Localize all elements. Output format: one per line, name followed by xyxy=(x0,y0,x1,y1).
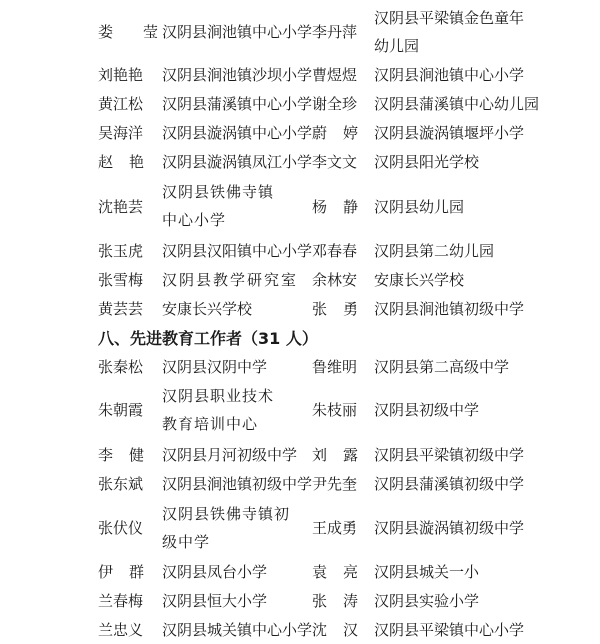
person-name: 李丹萍 xyxy=(312,23,358,41)
school-name: 汉阴县第二高级中学 xyxy=(374,358,510,376)
school-name: 汉阴县平梁镇金色童年幼儿园 xyxy=(374,9,525,55)
school-name: 汉阴县城关镇中心小学 xyxy=(162,621,313,639)
person-name: 李文文 xyxy=(312,153,358,171)
person-name: 张伏仪 xyxy=(98,519,144,537)
person-name: 沈 汉 xyxy=(312,621,358,639)
school-name: 汉阴县涧池镇中心小学 xyxy=(374,66,525,84)
school-name: 汉阴县实验小学 xyxy=(374,592,480,610)
school-name: 汉阴县漩涡镇初级中学 xyxy=(374,519,525,537)
person-name: 赵 艳 xyxy=(98,153,144,171)
person-name: 张 涛 xyxy=(312,592,358,610)
school-name: 汉阴县漩涡镇中心小学 xyxy=(162,124,313,142)
school-name: 汉阴县涧池镇初级中学 xyxy=(374,300,525,318)
table-row xyxy=(0,382,600,440)
school-name: 汉阴县教学研究室 xyxy=(162,271,299,289)
person-name: 张雪梅 xyxy=(98,271,144,289)
school-name: 汉阴县恒大小学 xyxy=(162,592,268,610)
school-name: 汉阴县蒲溪镇中心小学 xyxy=(162,95,313,113)
school-name: 汉阴县涧池镇初级中学 xyxy=(162,475,313,493)
school-name: 汉阴县职业技术教育培训中心 xyxy=(162,387,275,433)
school-name: 汉阴县第二幼儿园 xyxy=(374,242,495,260)
person-name: 朱朝霞 xyxy=(98,401,144,419)
person-name: 黄芸芸 xyxy=(98,300,144,318)
school-name: 汉阴县城关一小 xyxy=(374,563,480,581)
school-name: 汉阴县铁佛寺镇初级中学 xyxy=(162,505,291,551)
school-name: 汉阴县涧池镇沙坝小学 xyxy=(162,66,313,84)
person-name: 张 勇 xyxy=(312,300,358,318)
school-name: 汉阴县漩涡镇堰坪小学 xyxy=(374,124,525,142)
school-name: 汉阴县凤台小学 xyxy=(162,563,268,581)
person-name: 蔚 婷 xyxy=(312,124,358,142)
school-name: 汉阴县初级中学 xyxy=(374,401,480,419)
table-row xyxy=(0,4,600,60)
person-name: 朱枝丽 xyxy=(312,401,358,419)
school-name: 汉阴县漩涡镇凤江小学 xyxy=(162,153,313,171)
person-name: 张东斌 xyxy=(98,475,144,493)
school-name: 汉阴县平梁镇初级中学 xyxy=(374,446,525,464)
section-heading: 八、先进教育工作者（31 人） xyxy=(98,329,318,348)
person-name: 吴海洋 xyxy=(98,124,144,142)
person-name: 尹先奎 xyxy=(312,475,358,493)
school-name: 汉阴县铁佛寺镇中心小学 xyxy=(162,183,275,229)
person-name: 余林安 xyxy=(312,271,358,289)
person-name: 刘艳艳 xyxy=(98,66,144,84)
person-name: 杨 静 xyxy=(312,198,358,216)
person-name: 沈艳芸 xyxy=(98,198,144,216)
school-name: 汉阴县汉阴中学 xyxy=(162,358,268,376)
school-name: 汉阴县月河初级中学 xyxy=(162,446,298,464)
person-name: 王成勇 xyxy=(312,519,358,537)
person-name: 兰春梅 xyxy=(98,592,144,610)
person-name: 娄 莹 xyxy=(98,23,158,41)
person-name: 邓春春 xyxy=(312,242,358,260)
table-row xyxy=(0,500,600,558)
person-name: 张玉虎 xyxy=(98,242,144,260)
school-name: 汉阴县蒲溪镇中心幼儿园 xyxy=(374,95,540,113)
school-name: 汉阴县蒲溪镇初级中学 xyxy=(374,475,525,493)
school-name: 汉阴县阳光学校 xyxy=(374,153,480,171)
person-name: 李 健 xyxy=(98,446,144,464)
school-name: 汉阴县幼儿园 xyxy=(374,198,465,216)
person-name: 张秦松 xyxy=(98,358,144,376)
person-name: 鲁维明 xyxy=(312,358,358,376)
person-name: 刘 露 xyxy=(312,446,358,464)
school-name: 汉阴县涧池镇中心小学 xyxy=(162,23,313,41)
table-row xyxy=(0,178,600,236)
person-name: 袁 亮 xyxy=(312,563,358,581)
school-name: 汉阴县汉阳镇中心小学 xyxy=(162,242,313,260)
school-name: 安康长兴学校 xyxy=(162,300,253,318)
person-name: 伊 群 xyxy=(98,563,144,581)
person-name: 谢全珍 xyxy=(312,95,358,113)
person-name: 曹煜煜 xyxy=(312,66,358,84)
school-name: 汉阴县平梁镇中心小学 xyxy=(374,621,525,639)
person-name: 黄江松 xyxy=(98,95,144,113)
person-name: 兰忠义 xyxy=(98,621,144,639)
school-name: 安康长兴学校 xyxy=(374,271,465,289)
